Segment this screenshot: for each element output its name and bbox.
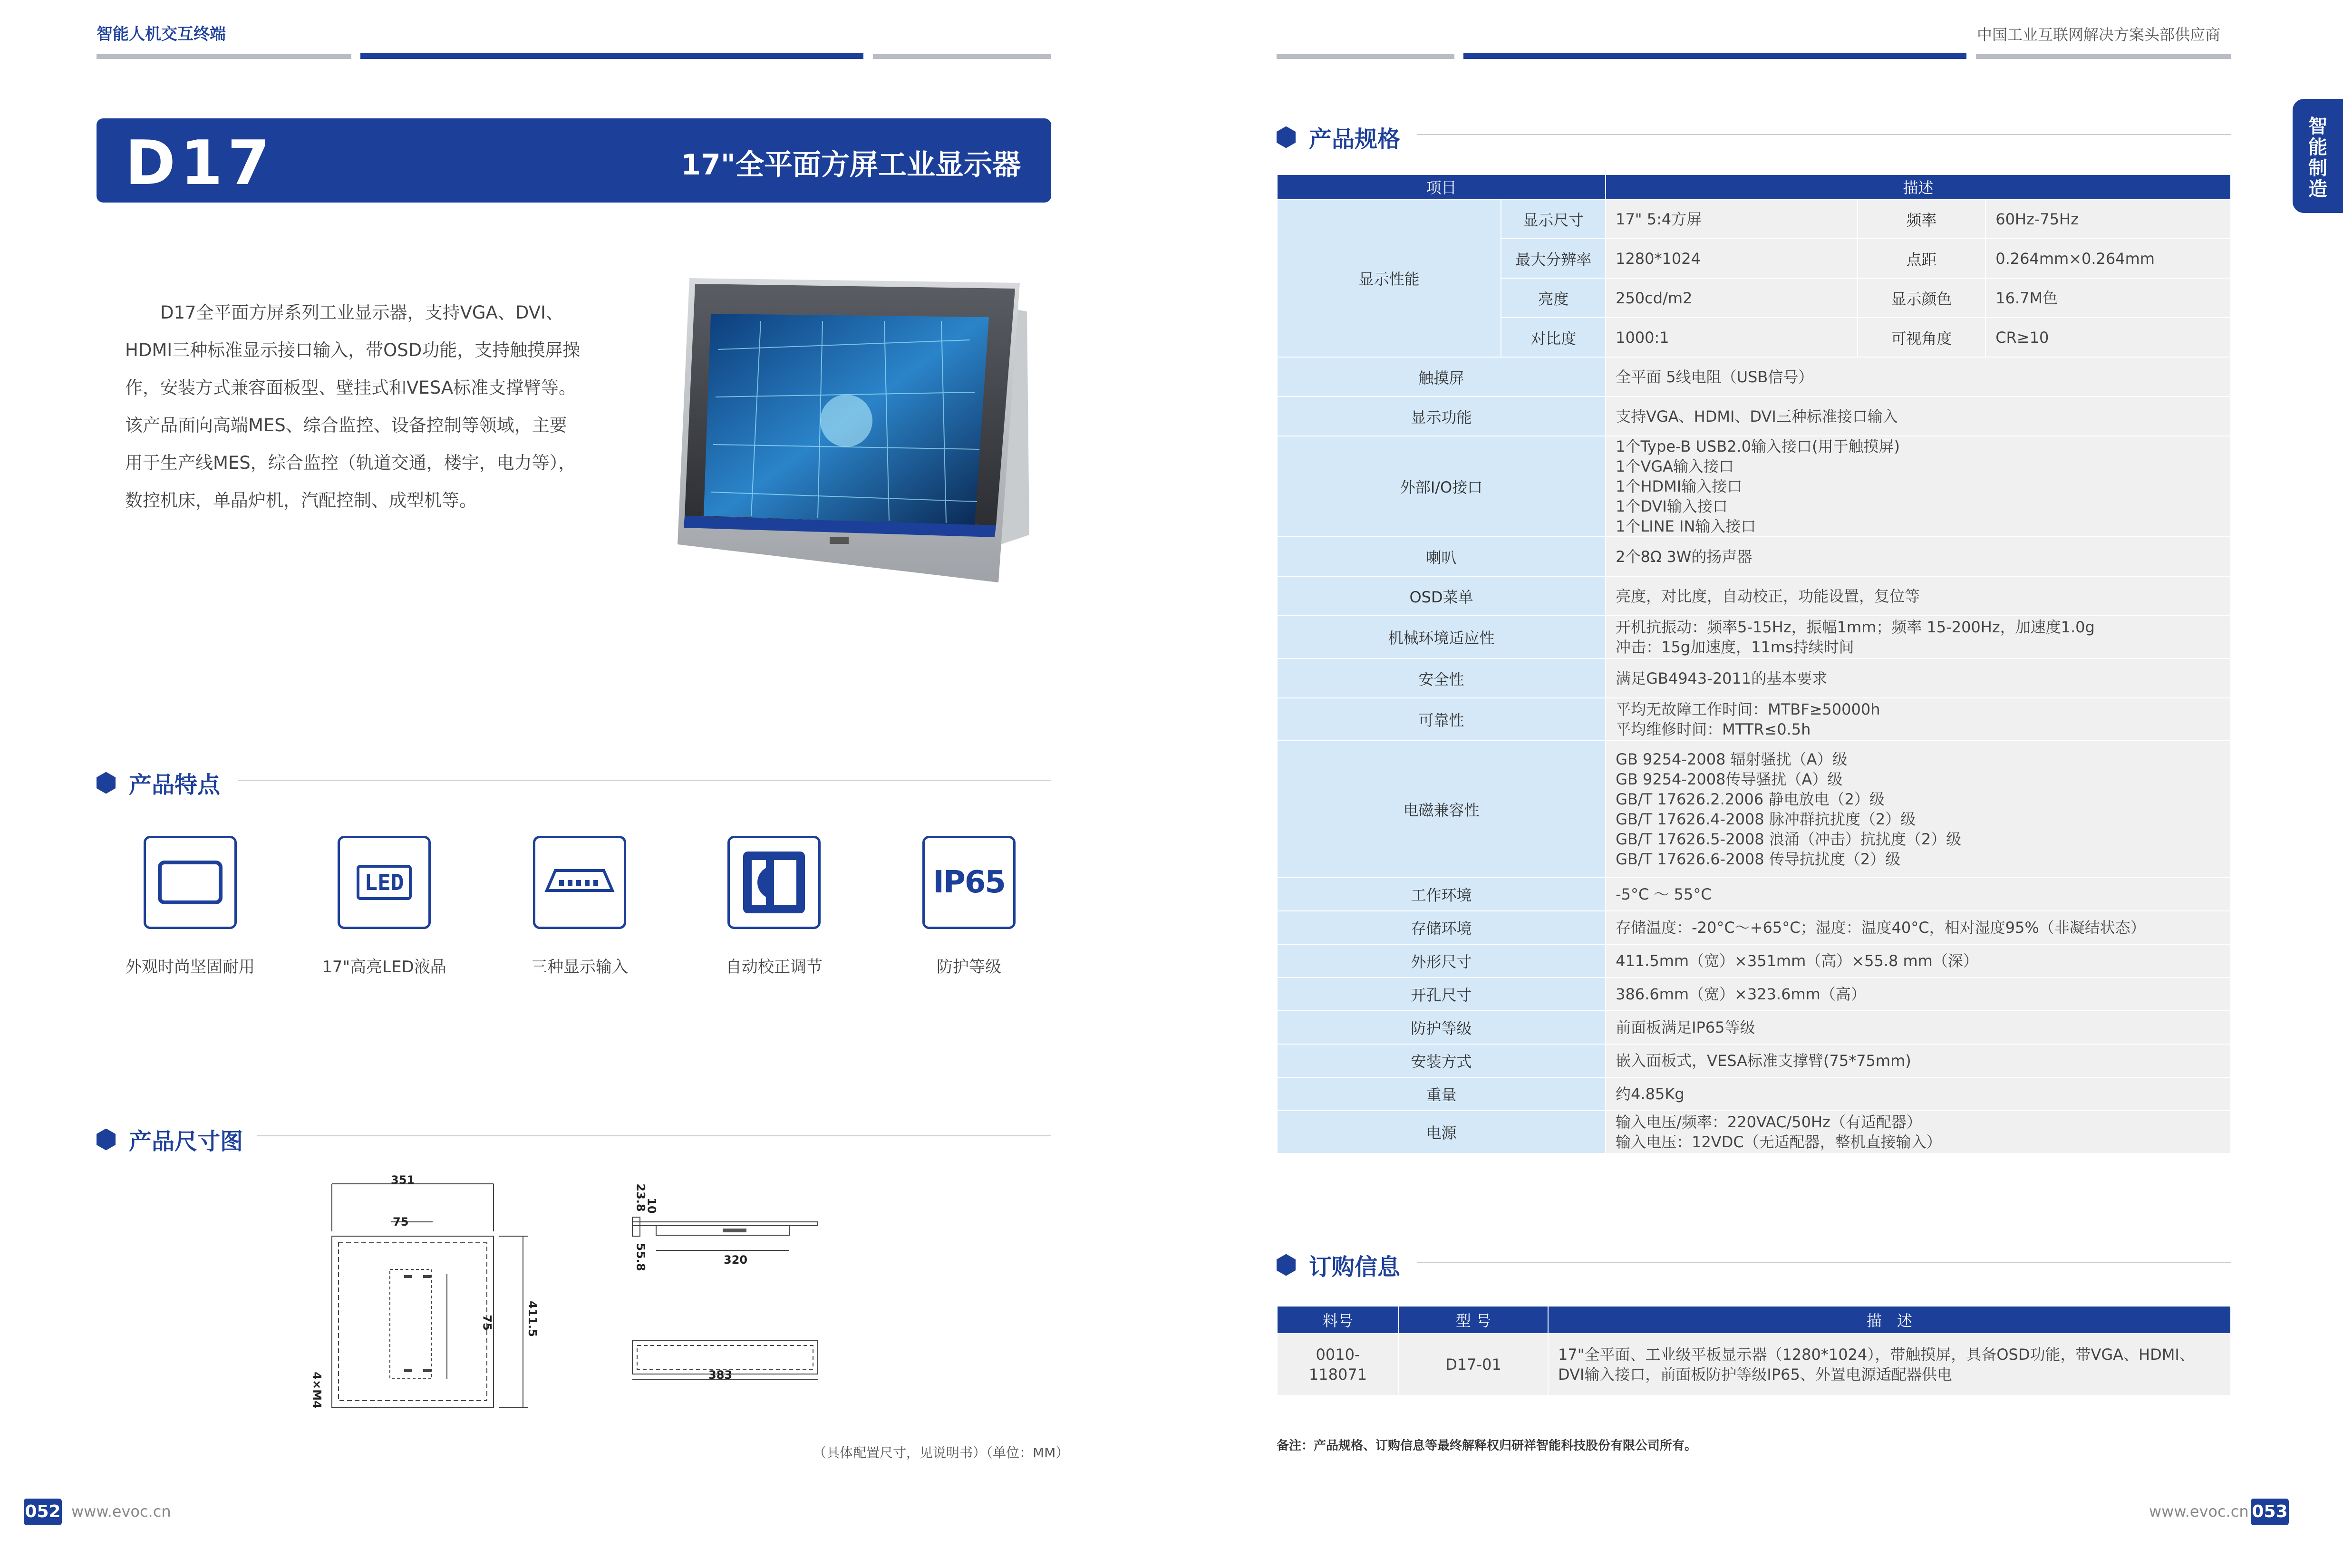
header-divider-accent [360,53,863,59]
table-row [1277,741,2231,878]
feature-item [119,836,261,977]
table-row [1277,616,2231,658]
feature-item [313,836,455,977]
spec-value-line: 输入电压/频率：220VAC/50Hz（有适配器） [1616,1113,1922,1131]
spec-value [1606,576,2231,616]
spec-value [1606,1077,2231,1111]
order-note: 备注：产品规格、订购信息等最终解释权归研祥智能科技股份有限公司所有。 [1277,1439,1697,1453]
spec-key: 亮度 [1501,278,1606,318]
dim-height-411: 411.5 [525,1301,539,1337]
table-row [1277,698,2231,741]
spec-value: 17" 5:4方屏 [1606,199,1857,239]
spec-value [1606,1011,2231,1044]
spec-key: 机械环境适应性 [1277,616,1606,658]
spec-value [1606,741,2231,878]
dimension-note: （具体配置尺寸，见说明书）（单位：MM） [813,1445,1069,1461]
dim-depth-55-8: 55.8 [634,1243,648,1271]
feature-label: 17"高亮LED液晶 [322,958,446,977]
order-section-title: 订购信息 [1277,1249,1400,1281]
spec-key: 开孔尺寸 [1277,978,1606,1011]
spec-key: 点距 [1858,239,1986,278]
spec-value [1606,537,2231,576]
section-divider [238,780,1051,781]
order-description: 17"全平面、工业级平板显示器（1280*1024），带触摸屏，具备OSD功能，带VGA、HDMI、DVI输入接口，前面板防护等级IP65、外置电源适配器供电 [1548,1334,2231,1395]
spec-key: 工作环境 [1277,878,1606,911]
spec-key: 安全性 [1277,658,1606,698]
table-row [1277,1044,2231,1077]
spec-value-line: GB/T 17626.2.2006 静电放电（2）级 [1616,790,1885,808]
led-icon: LED [338,836,431,929]
feature-label: 外观时尚坚固耐用 [126,958,255,977]
spec-value-line: 1个DVI输入接口 [1616,497,1728,515]
dim-mount-holes: 4×M4 [310,1372,324,1409]
order-header-part: 料号 [1277,1306,1399,1334]
header-divider [1976,54,2231,59]
model-name: D17 [125,128,275,199]
spec-key: 频率 [1858,199,1986,239]
feature-label: 自动校正调节 [726,958,823,977]
spec-key: 电源 [1277,1111,1606,1153]
order-header-model: 型 号 [1399,1306,1548,1334]
intro-paragraph: D17全平面方屏系列工业显示器，支持VGA、DVI、HDMI三种标准显示接口输入，带OSD功能，支持触摸屏操作，安装方式兼容面板型、壁挂式和VESA标准支撑臂等。该产品面向高端MES、综合监控、设备控制等领域，主要用于生产线MES，综合监控（轨道交通，楼宇，电力等），数控机床，单晶炉机，汽配控制、成型机等。 [125,302,581,511]
spec-value-line: 1个HDMI输入接口 [1616,477,1743,495]
spec-key: 显示功能 [1277,397,1606,436]
spec-header-desc: 描述 [1606,174,2231,199]
spec-value-line: 嵌入面板式，VESA标准支撑臂(75*75mm) [1616,1052,1911,1070]
spec-value [1606,978,2231,1011]
spec-value-line: 存储温度：-20°C～+65°C；湿度：温度40°C，相对湿度95%（非凝结状态） [1616,919,2146,937]
section-divider [257,1135,1051,1136]
spec-key: 显示尺寸 [1501,199,1606,239]
header-divider [1277,54,1454,59]
order-part-number: 0010-118071 [1277,1334,1399,1395]
left-header-title: 智能人机交互终端 [97,25,226,44]
spec-value-line: 输入电压：12VDC（无适配器，整机直接输入） [1616,1133,1942,1151]
spec-value-line: GB/T 17626.5-2008 浪涌（冲击）抗扰度（2）级 [1616,830,1962,848]
spec-value-line: -5°C ～ 55°C [1616,885,1712,903]
spec-value [1606,911,2231,944]
spec-value [1606,698,2231,741]
spec-key: 电磁兼容性 [1277,741,1606,878]
spec-value-line: 前面板满足IP65等级 [1616,1018,1755,1036]
spec-value-line: 满足GB4943-2011的基本要求 [1616,669,1828,687]
spec-value-line: 386.6mm（宽）×323.6mm（高） [1616,985,1866,1003]
right-site-url[interactable]: www.evoc.cn [2149,1502,2249,1520]
spec-value: 16.7M色 [1985,278,2231,318]
product-title-banner [97,118,1051,203]
spec-key: 最大分辨率 [1501,239,1606,278]
spec-key: 外部I/O接口 [1277,436,1606,537]
table-row [1277,1011,2231,1044]
header-divider [97,54,351,59]
header-divider [873,54,1051,59]
spec-value-line: GB 9254-2008传导骚扰（A）级 [1616,770,1843,788]
table-row [1277,911,2231,944]
dim-depth-10: 10 [645,1198,658,1214]
dimensions-section-title: 产品尺寸图 [97,1123,243,1156]
feature-item [703,836,845,977]
table-row [1277,397,2231,436]
spec-key: 防护等级 [1277,1011,1606,1044]
table-row [1277,944,2231,978]
table-row [1277,878,2231,911]
section-divider [1417,1262,2231,1263]
category-side-tab[interactable] [2293,99,2343,213]
spec-key: 可视角度 [1858,318,1986,357]
spec-value-line: 平均维修时间：MTTR≤0.5h [1616,720,1811,738]
dim-vesa-75-v: 75 [480,1315,494,1331]
spec-key: 可靠性 [1277,698,1606,741]
spec-value: CR≥10 [1985,318,2231,357]
section-divider [1417,134,2231,135]
spec-value: 0.264mm×0.264mm [1985,239,2231,278]
spec-key: 触摸屏 [1277,357,1606,397]
table-row [1277,658,2231,698]
dim-depth-23-8: 23.8 [634,1183,648,1212]
feature-item [898,836,1040,977]
spec-key: 对比度 [1501,318,1606,357]
spec-value-line: 支持VGA、HDMI、DVI三种标准接口输入 [1616,407,1898,426]
product-intro [125,294,581,519]
spec-header-row [1277,174,2231,199]
port-icon [533,836,626,929]
table-row [1277,576,2231,616]
spec-section-title: 产品规格 [1277,121,1400,154]
spec-value: 1000:1 [1606,318,1857,357]
spec-key: 存储环境 [1277,911,1606,944]
hexagon-bullet-icon [97,772,116,794]
spec-key: 外形尺寸 [1277,944,1606,978]
monitor-icon [144,836,237,929]
spec-value-line: 平均无故障工作时间：MTBF≥50000h [1616,700,1880,718]
spec-value-line: 411.5mm（宽）×351mm（高）×55.8 mm（深） [1616,952,1978,970]
table-row [1277,1077,2231,1111]
spec-value [1606,1044,2231,1077]
spec-value-line: 2个8Ω 3W的扬声器 [1616,547,1752,566]
spec-value [1606,878,2231,911]
side-tab-label: 智能制造 [2308,116,2327,200]
order-header-desc: 描 述 [1548,1306,2231,1334]
spec-value-line: GB/T 17626.4-2008 脉冲群抗扰度（2）级 [1616,810,1916,828]
spec-value: 1280*1024 [1606,239,1857,278]
spec-header-item: 项目 [1277,174,1606,199]
table-row [1277,537,2231,576]
dim-vesa-75-h: 75 [393,1215,409,1229]
feature-label: 三种显示输入 [531,958,628,977]
left-page-number: 052 [24,1499,62,1525]
ip65-icon: IP65 [922,836,1016,929]
spec-value: 250cd/m2 [1606,278,1857,318]
spec-value-line: 开机抗振动：频率5-15Hz，振幅1mm；频率 15-200Hz，加速度1.0g [1616,618,2095,636]
features-section-title: 产品特点 [97,766,220,799]
spec-value-line: 全平面 5线电阻（USB信号） [1616,368,1814,386]
spec-value-line: GB 9254-2008 辐射骚扰（A）级 [1616,750,1848,768]
spec-value [1606,357,2231,397]
spec-key: 重量 [1277,1077,1606,1111]
table-row [1277,978,2231,1011]
side-dimension-drawing [623,1184,823,1393]
spec-key: 喇叭 [1277,537,1606,576]
product-photo [666,278,1036,587]
contrast-icon [727,836,821,929]
right-header-title: 中国工业互联网解决方案头部供应商 [1977,26,2221,44]
right-page-number: 053 [2251,1499,2289,1525]
spec-value-line: 1个VGA输入接口 [1616,457,1734,475]
spec-table [1277,174,2231,1154]
spec-value [1606,616,2231,658]
spec-value-line: 亮度，对比度，自动校正，功能设置，复位等 [1616,587,1920,605]
spec-value [1606,397,2231,436]
spec-value [1606,944,2231,978]
dim-width-383: 383 [708,1368,733,1382]
spec-value-line: 1个Type-B USB2.0输入接口(用于触摸屏) [1616,437,1900,455]
dim-width-320: 320 [724,1253,748,1267]
spec-key: OSD菜单 [1277,576,1606,616]
spec-key: 显示颜色 [1858,278,1986,318]
feature-label: 防护等级 [937,958,1001,977]
table-row [1277,436,2231,537]
spec-value-line: 约4.85Kg [1616,1085,1685,1103]
table-row [1277,1334,2231,1395]
spec-value [1606,436,2231,537]
table-row [1277,199,2231,239]
spec-value: 60Hz-75Hz [1985,199,2231,239]
spec-group-display: 显示性能 [1277,199,1501,357]
table-row [1277,357,2231,397]
hexagon-bullet-icon [1277,1254,1296,1276]
hexagon-bullet-icon [1277,126,1296,148]
hexagon-bullet-icon [97,1129,116,1151]
spec-value-line: GB/T 17626.6-2008 传导抗扰度（2）级 [1616,850,1901,868]
product-subtitle: 17"全平面方屏工业显示器 [681,148,1021,182]
spec-value-line: 冲击：15g加速度，11ms持续时间 [1616,638,1854,656]
order-table [1277,1306,2231,1396]
feature-item [508,836,651,977]
header-divider-accent [1463,53,1966,59]
dim-width-351: 351 [391,1173,415,1187]
spec-value [1606,1111,2231,1153]
spec-key: 安装方式 [1277,1044,1606,1077]
spec-value-line: 1个LINE IN输入接口 [1616,517,1756,535]
order-header-row [1277,1306,2231,1334]
order-model: D17-01 [1399,1334,1548,1395]
front-dimension-drawing [304,1170,552,1426]
left-site-url[interactable]: www.evoc.cn [71,1502,171,1520]
table-row [1277,1111,2231,1153]
spec-value [1606,658,2231,698]
